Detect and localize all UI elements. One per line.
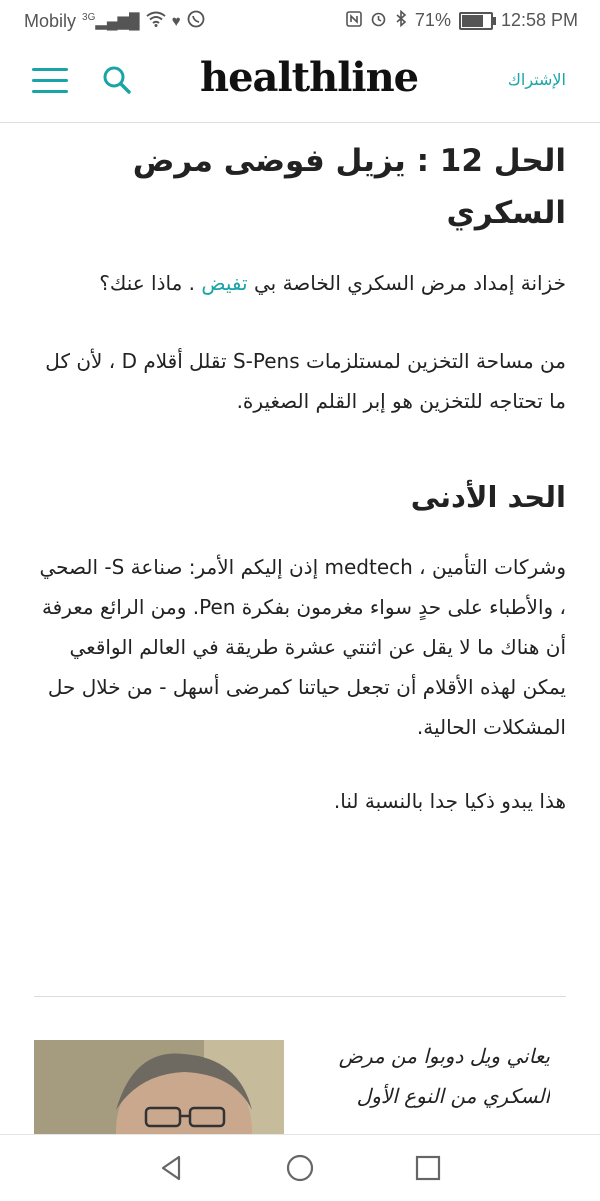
alarm-icon: [370, 10, 387, 31]
site-header: [0, 40, 600, 123]
bottom-line-heading: الحد الأدنى: [410, 480, 566, 514]
author-photo: [34, 1040, 284, 1134]
subscribe-link[interactable]: الإشتراك: [507, 70, 566, 89]
status-left: [24, 10, 205, 32]
paragraph-1-end: . ماذا عنك؟: [99, 271, 196, 295]
network-type: 3G: [82, 12, 96, 23]
status-right: [346, 10, 578, 31]
paragraph-1-text: خزانة إمداد مرض السكري الخاصة بي: [253, 271, 566, 295]
hamburger-menu-icon[interactable]: [32, 68, 70, 94]
home-circle-icon[interactable]: [285, 1153, 315, 1183]
android-nav-bar: [0, 1134, 600, 1201]
bluetooth-icon: [395, 10, 407, 31]
paragraph-4: هذا يبدو ذكيا جدا بالنسبة لنا.: [333, 789, 566, 813]
section-divider: [34, 996, 566, 997]
article-body: [34, 135, 566, 821]
battery-percent: 71%: [414, 10, 451, 30]
overflow-link[interactable]: تفيض: [201, 271, 248, 295]
section-title: الحل 12 : يزيل فوضى مرض السكري: [132, 143, 566, 231]
signal-icon: $^{3G}$▂▄▆█: [82, 12, 140, 30]
healthline-logo[interactable]: healthline: [200, 54, 419, 101]
whatsapp-icon: [187, 10, 205, 32]
recents-square-icon[interactable]: [413, 1153, 443, 1183]
carrier-name: Mobily: [24, 10, 77, 31]
clock: 12:58 PM: [500, 10, 578, 30]
paragraph-1: [34, 263, 566, 303]
status-bar: [0, 0, 600, 40]
back-triangle-icon[interactable]: [157, 1153, 187, 1183]
search-icon[interactable]: [102, 65, 132, 95]
battery-icon: [459, 12, 493, 30]
nfc-icon: [346, 11, 362, 31]
author-bio: يعاني ويل دوبوا من مرض السكري من النوع الأول: [338, 1044, 550, 1108]
paragraph-3: وشركات التأمين ، medtech إذن إليكم الأمر: صناعة S- الصحي ، والأطباء على حدٍ سواء مغرمون بفكرة Pen. ومن الرائع معرفة أن هناك ما لا يقل عن اثنتي عشرة طريقة في العالم الواقعي يمكن لهذه الأقلام أن تجعل حياتنا كمرضى أسهل - من خلال حل المشكلات الحالية.: [39, 555, 566, 739]
battery-fill: [462, 15, 483, 27]
heart-icon: ♥: [171, 12, 181, 30]
wifi-icon: [146, 11, 166, 31]
paragraph-2: من مساحة التخزين لمستلزمات S-Pens تقلل أقلام D ، لأن كل ما تحتاجه للتخزين هو إبر القلم الصغيرة.: [45, 349, 566, 413]
